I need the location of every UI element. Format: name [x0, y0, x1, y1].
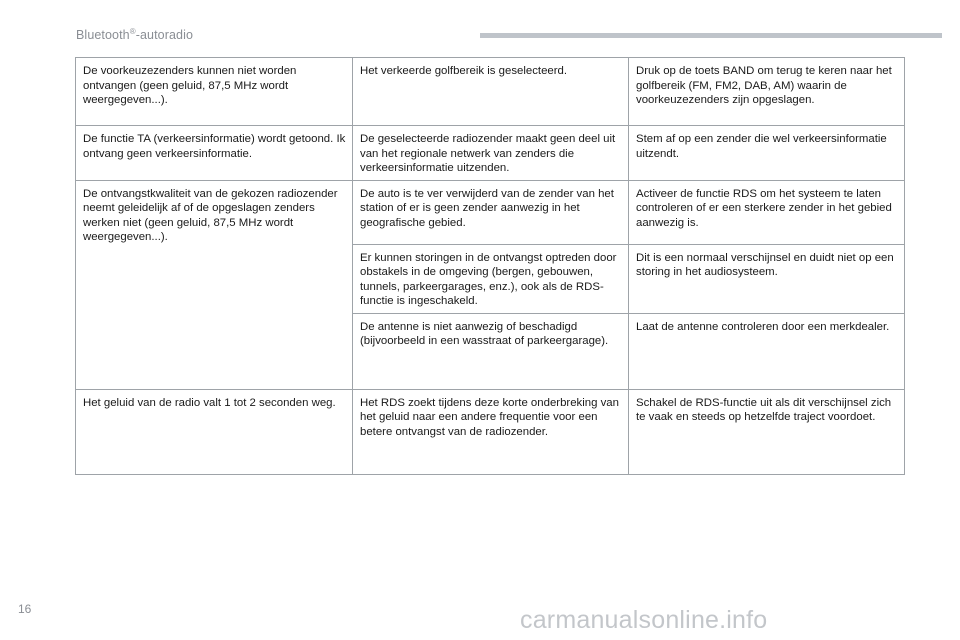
cause-cell: De geselecteerde radiozender maakt geen deel uit van het regionale netwerk van zenders die verkeersinformatie uitzenden. — [353, 126, 629, 181]
solution-cell: Schakel de RDS-functie uit als dit verschijnsel zich te vaak en steeds op hetzelfde traject voordoet. — [629, 389, 905, 474]
section-title-prefix: Bluetooth — [76, 28, 130, 43]
cause-cell: Het verkeerde golfbereik is geselecteerd. — [353, 58, 629, 126]
registered-mark: ® — [129, 27, 136, 36]
cause-cell: De antenne is niet aanwezig of beschadigd (bijvoorbeeld in een wasstraat of parkeergarage). — [353, 313, 629, 389]
cause-cell: Het RDS zoekt tijdens deze korte onderbreking van het geluid naar een andere frequentie voor een betere ontvangst van de radiozender. — [353, 389, 629, 474]
solution-cell: Activeer de functie RDS om het systeem te laten controleren of er een sterkere zender in het gebied aanwezig is. — [629, 180, 905, 244]
solution-cell: Laat de antenne controleren door een merkdealer. — [629, 313, 905, 389]
header-rule — [480, 33, 942, 38]
page-number: 16 — [18, 602, 32, 616]
table-row — [76, 389, 905, 474]
table-row — [76, 180, 905, 244]
solution-cell: Dit is een normaal verschijnsel en duidt niet op een storing in het audiosysteem. — [629, 244, 905, 313]
solution-cell: Druk op de toets BAND om terug te keren naar het golfbereik (FM, FM2, DAB, AM) waarin de voorkeuzezenders zijn opgeslagen. — [629, 58, 905, 126]
section-title-suffix: -autoradio — [135, 28, 194, 43]
section-title — [76, 27, 193, 42]
table-row — [76, 126, 905, 181]
cause-cell: De auto is te ver verwijderd van de zender van het station of er is geen zender aanwezig in het geografische gebied. — [353, 180, 629, 244]
troubleshooting-table — [75, 57, 905, 475]
problem-cell: De functie TA (verkeersinformatie) wordt getoond. Ik ontvang geen verkeersinformatie. — [76, 126, 353, 181]
problem-cell: De voorkeuzezenders kunnen niet worden ontvangen (geen geluid, 87,5 MHz wordt weergegeven...). — [76, 58, 353, 126]
cause-cell: Er kunnen storingen in de ontvangst optreden door obstakels in de omgeving (bergen, gebouwen, tunnels, parkeergarages, enz.), ook als de RDS-functie is ingeschakeld. — [353, 244, 629, 313]
watermark: carmanualsonline.info — [520, 606, 768, 634]
table-row — [76, 58, 905, 126]
problem-cell: De ontvangstkwaliteit van de gekozen radiozender neemt geleidelijk af of de opgeslagen zenders werken niet (geen geluid, 87,5 MHz wordt weergegeven...). — [76, 180, 353, 389]
problem-cell: Het geluid van de radio valt 1 tot 2 seconden weg. — [76, 389, 353, 474]
solution-cell: Stem af op een zender die wel verkeersinformatie uitzendt. — [629, 126, 905, 181]
